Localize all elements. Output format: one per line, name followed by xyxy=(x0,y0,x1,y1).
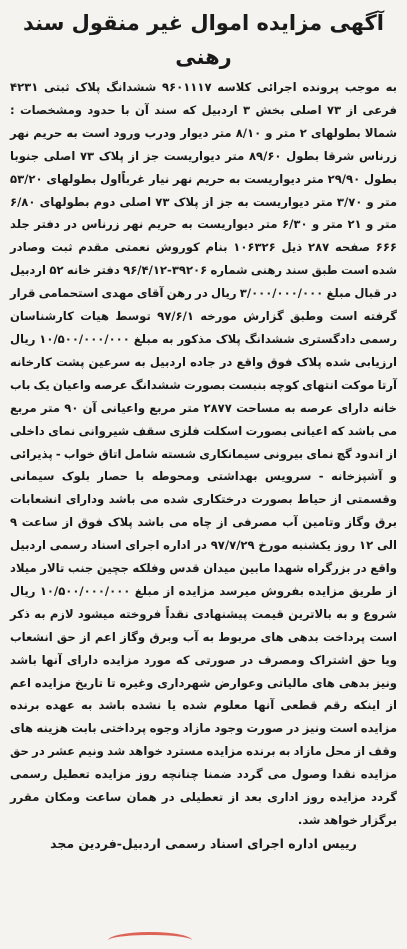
notice-title: آگهی مزایده اموال غیر منقول سند رهنی xyxy=(23,11,384,69)
notice-body: به موجب پرونده اجرائی کلاسه ۹۶۰۱۱۱۷ ششدانگ پلاک ثبتی ۴۲۳۱ فرعی از ۷۳ اصلی بخش ۳ اردبیل که سند آن با حدود ومشخصات : شمالا بطولهای ۲ متر و ۸/۱۰ متر دیوار ودرب ورود است به حریم نهر زرناس شرقا بطول ۸۹/۶۰ متر دیواریست جز از پلاک ۷۳ اصلی جنوبا بطول ۲۹/۹۰ متر دیواریست به حریم نهر نیار غرباًاول بطولهای ۵۳/۲۰ متر و ۳/۷۰ متر دیواریست به جز از پلاک ۷۳ اصلی دوم بطولهای ۶/۸۰ متر و ۲۱ متر و ۶/۳۰ متر دیواریست به حریم نهر زرناس در دفتر جلد ۶۶۶ صفحه ۲۸۷ ذیل ۱۰۶۳۲۶ بنام کوروش نعمتی مقدم ثبت وصادر شده است طبق سند رهنی شماره ۳۹۲۰۶-۹۶/۴/۱۲ دفتر خانه ۵۲ اردبیل در قبال مبلغ ۳/۰۰۰/۰۰۰/۰۰۰ ریال در رهن آقای مهدی استحمامی قرار گرفته است وطبق گزارش مورخه ۹۷/۶/۱ توسط هیات کارشناسان رسمی دادگستری ششدانگ پلاک مذکور به مبلغ ۱۰/۵۰۰/۰۰۰/۰۰۰ ریال ارزیابی شده پلاک فوق واقع در جاده اردبیل به سرعین پشت کارخانه آرتا موکت انتهای کوچه بنبست بصورت ششدانگ عرصه واعیان یک باب خانه دارای عرصه به مساحت ۲۸۷۷ متر مربع واعیانی آن ۹۰ متر مربع می باشد که اعیانی بصورت اسکلت فلزی سقف شیروانی نمای داخلی از اندود گچ نمای بیرونی سیمانکاری شسته شامل اتاق خواب - پذیرائی و آشپزخانه - سرویس بهداشتی ومحوطه با حصار بلوک سیمانی وقسمتی از حیاط بصورت درختکاری شده می باشد ودارای انشعابات برق وگاز وتامین آب مصرفی از چاه می باشد پلاک فوق از ساعت ۹ الی ۱۲ روز یکشنبه مورخ ۹۷/۷/۲۹ در اداره اجرای اسناد رسمی اردبیل واقع در بزرگراه شهدا مابین میدان قدس وفلکه جچین جنب تالار میلاد از طریق مزایده بفروش میرسد مزایده از مبلغ ۱۰/۵۰۰/۰۰۰/۰۰۰ ریال شروع و به بالاترین قیمت پیشنهادی نقداً فروخته میشود لازم به ذکر است پرداخت بدهی های مربوط به آب وبرق وگاز اعم از حق انشعاب ویا حق اشتراک ومصرف در صورتی که مورد مزایده دارای آنها باشد ونیز بدهی های مالیاتی وعوارض شهرداری وغیره تا تاریخ مزایده اعم از اینکه رقم قطعی آنها معلوم شده یا نشده باشد به عهده برنده مزایده است ونیز در صورت وجود مازاد وجوه پرداختی بابت هزینه های وقف از محل مازاد به برنده مزایده مسترد خواهد شد ونیم عشر در حق مزایده نقدا وصول می گردد ضمنا چنانچه روز مزایده تعطیل رسمی گردد مزایده روز اداری بعد از تعطیلی در همان ساعت ومکان مقرر برگزار خواهد شد. xyxy=(10,80,398,827)
notice-signature: رییس اداره اجرای اسناد رسمی اردبیل-فردین مجد xyxy=(50,835,357,851)
